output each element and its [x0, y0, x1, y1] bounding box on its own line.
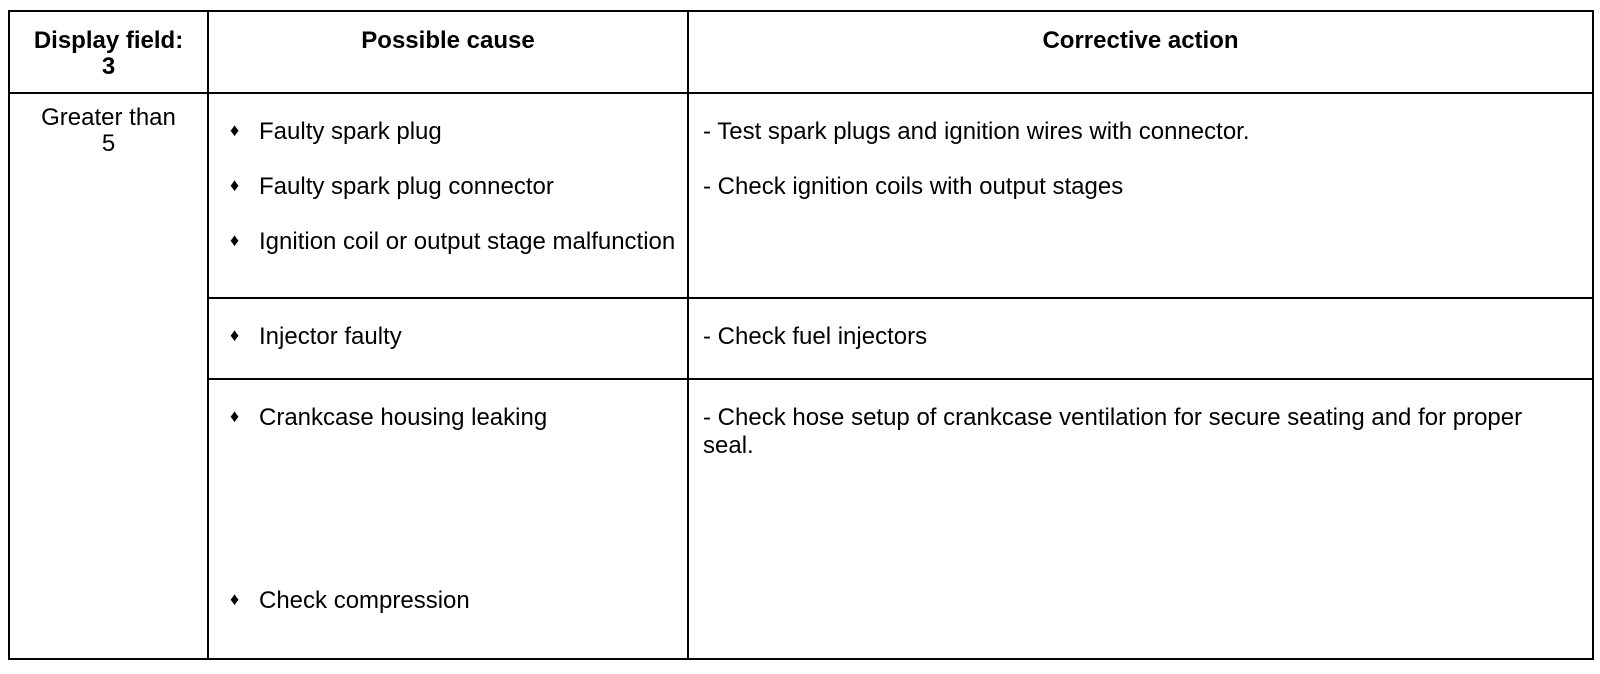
diamond-bullet-icon: ♦	[230, 175, 240, 195]
action-text: - Check ignition coils with output stages	[703, 173, 1124, 200]
action-text: - Check fuel injectors	[703, 323, 928, 350]
action-cell	[688, 298, 1593, 379]
table-row	[9, 93, 1593, 298]
cause-item	[229, 228, 681, 256]
display-value-cell	[9, 93, 208, 659]
cause-text: Faulty spark plug	[259, 118, 442, 145]
header-possible-cause: Possible cause	[208, 11, 688, 93]
cause-text: Faulty spark plug connector	[259, 173, 554, 200]
cause-item	[229, 118, 681, 146]
cause-item	[229, 173, 681, 201]
display-value-line2: 5	[101, 130, 116, 157]
diagnostic-table	[8, 10, 1594, 660]
header-display-field-line2: 3	[101, 53, 116, 80]
header-corrective-action: Corrective action	[688, 11, 1593, 93]
cause-cell	[208, 298, 688, 379]
cause-cell	[208, 379, 688, 659]
cause-item	[229, 404, 681, 432]
action-text: - Check hose setup of crankcase ventilation for secure seating and for proper seal.	[703, 404, 1523, 459]
action-cell	[688, 379, 1593, 659]
display-value-line1: Greater than	[41, 104, 176, 131]
table-row	[9, 379, 1593, 659]
cause-item	[229, 587, 470, 615]
cause-text: Injector faulty	[259, 323, 402, 350]
diamond-bullet-icon: ♦	[230, 325, 240, 345]
table-row	[9, 298, 1593, 379]
cause-item	[229, 323, 681, 351]
header-row	[9, 11, 1593, 93]
cause-cell	[208, 93, 688, 298]
cause-text: Crankcase housing leaking	[259, 404, 548, 431]
action-cell	[688, 93, 1593, 298]
action-text: - Test spark plugs and ignition wires with connector.	[703, 118, 1250, 145]
header-display-field-line1: Display field:	[33, 27, 184, 54]
cause-text: Check compression	[259, 587, 470, 614]
diamond-bullet-icon: ♦	[230, 589, 240, 609]
header-display-field	[9, 11, 208, 93]
cause-text: Ignition coil or output stage malfunction	[259, 228, 676, 255]
diamond-bullet-icon: ♦	[230, 406, 240, 426]
diamond-bullet-icon: ♦	[230, 230, 240, 250]
diamond-bullet-icon: ♦	[230, 120, 240, 140]
